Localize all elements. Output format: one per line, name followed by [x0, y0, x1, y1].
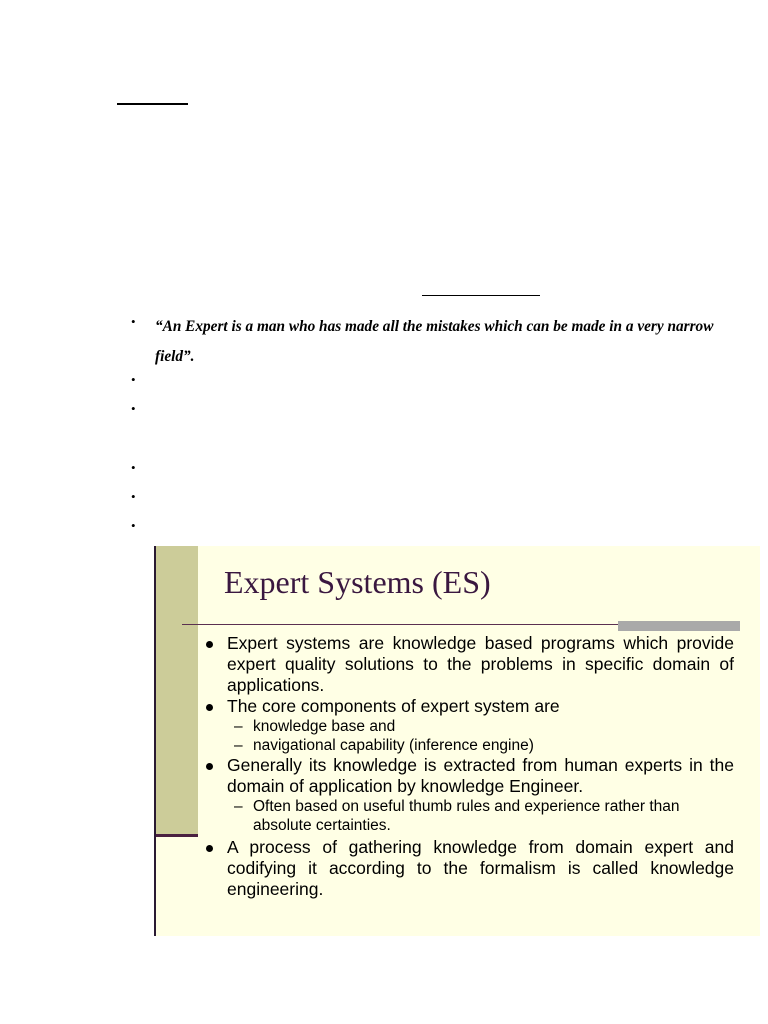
bullet: •	[131, 401, 136, 416]
slide-bullet	[206, 696, 734, 717]
slide-body	[206, 633, 734, 900]
slide-band-divider	[156, 834, 198, 837]
bullet: •	[131, 489, 136, 504]
dash-icon: –	[234, 798, 243, 815]
slide-subbullet	[206, 736, 734, 755]
slide-title: Expert Systems (ES)	[224, 564, 491, 600]
slide-bullet-text: A process of gathering knowledge from domain expert and codifying it according to the formalism is called knowledge engineering.	[227, 837, 734, 899]
bullet: •	[131, 460, 136, 475]
bullet-dot-icon	[206, 763, 213, 770]
slide-subbullet-text: knowledge base and	[253, 718, 396, 735]
slide-image	[154, 546, 760, 936]
top-rule	[117, 103, 188, 105]
slide-bullet	[206, 755, 734, 797]
bullet: •	[131, 518, 136, 533]
dash-icon: –	[234, 737, 243, 754]
bullet-dot-icon	[206, 704, 213, 711]
bullet-dot-icon	[206, 845, 213, 852]
expert-quote: “An Expert is a man who has made all the mistakes which can be made in a very narrow field”.	[155, 318, 714, 365]
heading-rule	[422, 295, 540, 296]
slide-bullet-text: The core components of expert system are	[227, 696, 560, 716]
title-underline-accent	[618, 621, 740, 631]
slide-side-band	[156, 546, 198, 835]
slide-subbullet-text: navigational capability (inference engine)	[253, 737, 534, 754]
slide-bullet-text: Expert systems are knowledge based programs which provide expert quality solutions to the problems in specific domain of applications.	[227, 633, 734, 695]
slide-bullet	[206, 633, 734, 696]
bullet-dot-icon	[206, 641, 213, 648]
dash-icon: –	[234, 718, 243, 735]
slide-subbullet-text: Often based on useful thumb rules and experience rather than absolute certainties.	[253, 798, 680, 834]
bullet: •	[131, 372, 136, 387]
bullet: •	[131, 314, 136, 329]
slide-bullet	[206, 837, 734, 900]
slide-bullet-text: Generally its knowledge is extracted from human experts in the domain of application by knowledge Engineer.	[227, 755, 734, 796]
slide-subbullet	[206, 797, 734, 835]
slide-subbullet	[206, 717, 734, 736]
